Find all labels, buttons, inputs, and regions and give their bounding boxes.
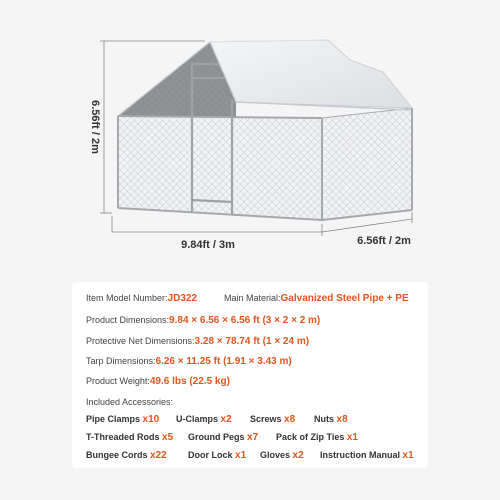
accessory-name: Ground Pegs	[188, 432, 245, 442]
spec-weight	[86, 375, 230, 388]
accessory-item	[276, 431, 358, 444]
spec-label: Main Material:	[224, 293, 281, 303]
accessory-item	[314, 413, 348, 426]
accessory-qty: x1	[346, 432, 358, 443]
accessory-name: Pack of Zip Ties	[276, 432, 345, 442]
spec-label: Tarp Dimensions:	[86, 356, 156, 366]
spec-value: 6.26 × 11.25 ft (1.91 × 3.43 m)	[155, 356, 292, 367]
accessory-qty: x1	[402, 450, 414, 461]
accessory-name: Door Lock	[188, 450, 233, 460]
accessory-qty: x8	[336, 414, 348, 425]
accessory-item	[250, 413, 295, 426]
accessory-name: Screws	[250, 414, 282, 424]
accessory-name: Gloves	[260, 450, 291, 460]
accessory-name: T-Threaded Rods	[86, 432, 160, 442]
accessory-qty: x7	[247, 432, 259, 443]
spec-panel	[72, 282, 428, 468]
spec-label: Item Model Number:	[86, 293, 168, 303]
accessories-title: Included Accessories:	[86, 397, 174, 407]
accessory-name: Bungee Cords	[86, 450, 148, 460]
accessory-qty: x2	[292, 450, 304, 461]
accessory-qty: x22	[150, 450, 167, 461]
accessory-name: Pipe Clamps	[86, 414, 141, 424]
accessory-item	[188, 431, 258, 444]
accessory-qty: x10	[142, 414, 160, 425]
spec-label: Protective Net Dimensions:	[86, 336, 195, 346]
spec-value: 3.28 × 78.74 ft (1 × 24 m)	[194, 336, 310, 347]
accessory-qty: x2	[220, 414, 232, 425]
accessory-item	[188, 449, 246, 462]
accessory-item	[260, 449, 304, 462]
accessory-name: Nuts	[314, 414, 334, 424]
width-dimension-label: 6.56ft / 2m	[357, 235, 411, 247]
accessory-item	[176, 413, 232, 426]
spec-tarp-dimensions	[86, 355, 292, 368]
accessory-qty: x5	[162, 432, 174, 443]
accessory-item	[320, 449, 414, 462]
accessory-item	[86, 431, 173, 444]
accessory-item	[86, 449, 167, 462]
spec-value: 9.84 × 6.56 × 6.56 ft (3 × 2 × 2 m)	[169, 315, 321, 326]
spec-model	[86, 292, 197, 305]
height-dimension-label: 6.56ft / 2m	[89, 100, 101, 154]
spec-label: Product Dimensions:	[86, 315, 170, 325]
accessory-qty: x1	[235, 450, 247, 461]
spec-value: 49.6 lbs (22.5 kg)	[149, 376, 230, 387]
accessory-qty: x8	[284, 414, 296, 425]
spec-product-dimensions	[86, 314, 320, 327]
accessory-name: Instruction Manual	[320, 450, 401, 460]
spec-value: JD322	[167, 293, 197, 304]
spec-material	[224, 292, 409, 305]
spec-label: Product Weight:	[86, 376, 150, 386]
spec-value: Galvanized Steel Pipe + PE	[280, 293, 409, 304]
spec-net-dimensions	[86, 335, 309, 348]
accessory-name: U-Clamps	[176, 414, 219, 424]
length-dimension-label: 9.84ft / 3m	[181, 239, 235, 251]
accessory-item	[86, 413, 159, 426]
